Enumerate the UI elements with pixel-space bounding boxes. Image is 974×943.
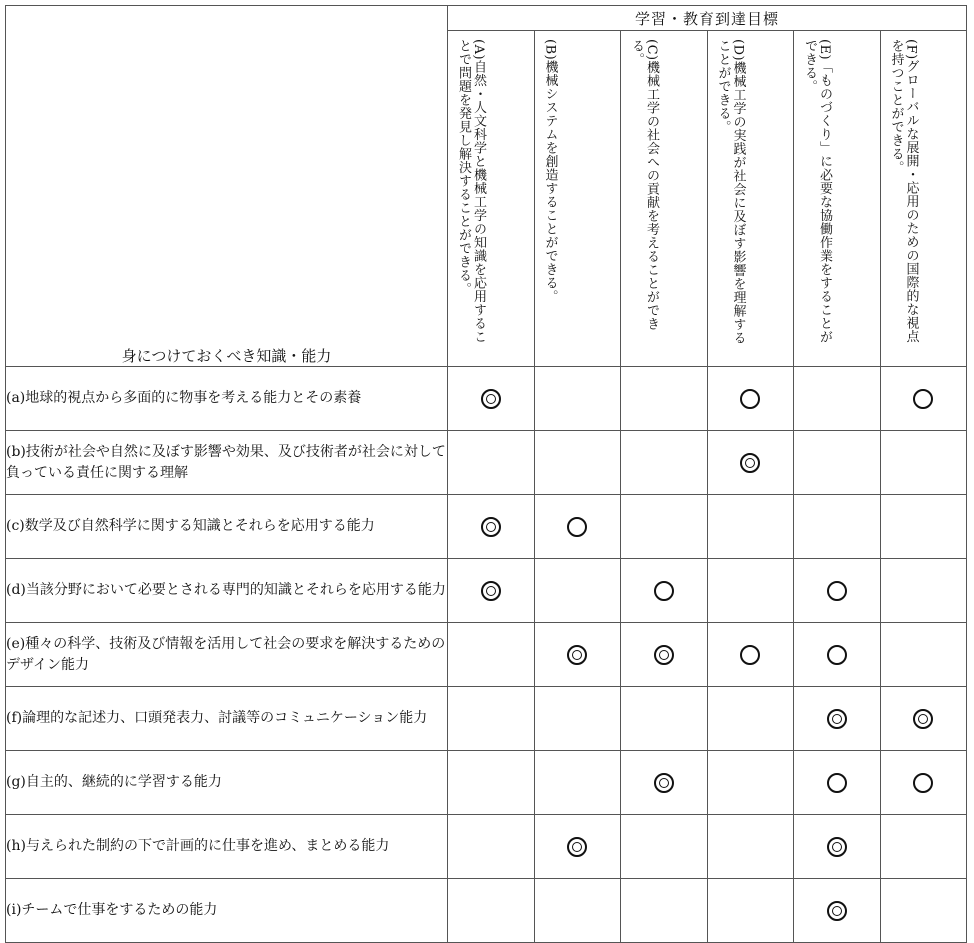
table-row [6, 559, 967, 623]
mark-cell [448, 559, 535, 623]
circle-icon [827, 645, 847, 665]
mark-cell [794, 879, 881, 943]
mark-cell [448, 431, 535, 495]
mark-cell [448, 367, 535, 431]
goal-text-c: (C)機械工学の社会への貢献を考えることができる。 [629, 39, 659, 331]
mark-cell [880, 495, 967, 559]
ability-label-d: (d)当該分野において必要とされる専門的知識とそれらを応用する能力 [6, 559, 448, 623]
mark-cell [448, 751, 535, 815]
mark-cell [448, 815, 535, 879]
ability-label-a: (a)地球的視点から多面的に物事を考える能力とその素養 [6, 367, 448, 431]
goal-header-e [794, 31, 881, 367]
mark-cell [794, 623, 881, 687]
mark-cell [880, 431, 967, 495]
goals-group-header: 学習・教育到達目標 [448, 6, 967, 31]
circle-icon [740, 389, 760, 409]
double-circle-icon [740, 453, 760, 473]
mark-cell [880, 751, 967, 815]
mark-cell [621, 431, 708, 495]
goal-text-f: (F)グローバルな展開・応用のための国際的な視点を持つことができる。 [888, 39, 919, 344]
circle-icon [827, 581, 847, 601]
mark-cell [794, 751, 881, 815]
mark-cell [794, 495, 881, 559]
mark-cell [621, 687, 708, 751]
mark-cell [880, 687, 967, 751]
mark-cell [534, 367, 621, 431]
ability-label-g: (g)自主的、継続的に学習する能力 [6, 751, 448, 815]
table-row [6, 815, 967, 879]
mark-cell [880, 559, 967, 623]
double-circle-icon [481, 517, 501, 537]
circle-icon [654, 581, 674, 601]
ability-label-b: (b)技術が社会や自然に及ぼす影響や効果、及び技術者が社会に対して負っている責任に関する理解 [6, 431, 448, 495]
mark-cell [534, 879, 621, 943]
mark-cell [707, 559, 794, 623]
mark-cell [448, 879, 535, 943]
row-header-label: 身につけておくべき知識・能力 [121, 347, 332, 365]
table-row [6, 623, 967, 687]
ability-label-c: (c)数学及び自然科学に関する知識とそれらを応用する能力 [6, 495, 448, 559]
mark-cell [534, 687, 621, 751]
goal-header-a [448, 31, 535, 367]
mark-cell [794, 559, 881, 623]
double-circle-icon [481, 581, 501, 601]
mark-cell [794, 815, 881, 879]
table-row [6, 687, 967, 751]
mark-cell [880, 815, 967, 879]
mark-cell [707, 879, 794, 943]
mark-cell [707, 623, 794, 687]
goal-text-b: (B)機械システムを創造することができる。 [542, 39, 558, 304]
goal-header-c [621, 31, 708, 367]
mark-cell [880, 623, 967, 687]
table-row [6, 495, 967, 559]
goal-text-a: (A)自然・人文科学と機械工学の知識を応用することで問題を発見し解決することができる。 [456, 39, 486, 344]
circle-icon [913, 389, 933, 409]
double-circle-icon [827, 709, 847, 729]
mark-cell [621, 367, 708, 431]
goal-header-f [880, 31, 967, 367]
mark-cell [707, 495, 794, 559]
goal-text-d: (D)機械工学の実践が社会に及ぼす影響を理解することができる。 [715, 39, 746, 345]
mark-cell [534, 623, 621, 687]
mark-cell [621, 751, 708, 815]
mark-cell [621, 495, 708, 559]
mark-cell [448, 495, 535, 559]
mark-cell [534, 815, 621, 879]
mark-cell [707, 815, 794, 879]
circle-icon [913, 773, 933, 793]
mark-cell [880, 367, 967, 431]
mark-cell [448, 623, 535, 687]
ability-label-e: (e)種々の科学、技術及び情報を活用して社会の要求を解決するためのデザイン能力 [6, 623, 448, 687]
circle-icon [827, 773, 847, 793]
mark-cell [707, 687, 794, 751]
double-circle-icon [913, 709, 933, 729]
goal-header-d [707, 31, 794, 367]
competency-goal-matrix [5, 5, 967, 943]
matrix-body [6, 367, 967, 943]
ability-label-f: (f)論理的な記述力、口頭発表力、討議等のコミュニケーション能力 [6, 687, 448, 751]
mark-cell [707, 367, 794, 431]
table-row [6, 431, 967, 495]
circle-icon [567, 517, 587, 537]
mark-cell [707, 431, 794, 495]
double-circle-icon [567, 645, 587, 665]
goal-header-b [534, 31, 621, 367]
mark-cell [534, 751, 621, 815]
mark-cell [794, 367, 881, 431]
table-row [6, 751, 967, 815]
double-circle-icon [654, 773, 674, 793]
mark-cell [621, 559, 708, 623]
mark-cell [621, 879, 708, 943]
double-circle-icon [481, 389, 501, 409]
mark-cell [534, 431, 621, 495]
double-circle-icon [567, 837, 587, 857]
mark-cell [621, 815, 708, 879]
goal-text-e: (E)「ものづくり」に必要な協働作業をすることができる。 [802, 39, 832, 344]
circle-icon [740, 645, 760, 665]
mark-cell [448, 687, 535, 751]
mark-cell [707, 751, 794, 815]
double-circle-icon [654, 645, 674, 665]
row-header-cell [6, 6, 448, 367]
mark-cell [534, 495, 621, 559]
double-circle-icon [827, 901, 847, 921]
double-circle-icon [827, 837, 847, 857]
ability-label-i: (i)チームで仕事をするための能力 [6, 879, 448, 943]
mark-cell [794, 687, 881, 751]
table-row [6, 879, 967, 943]
table-row [6, 367, 967, 431]
mark-cell [534, 559, 621, 623]
mark-cell [621, 623, 708, 687]
mark-cell [880, 879, 967, 943]
ability-label-h: (h)与えられた制約の下で計画的に仕事を進め、まとめる能力 [6, 815, 448, 879]
mark-cell [794, 431, 881, 495]
